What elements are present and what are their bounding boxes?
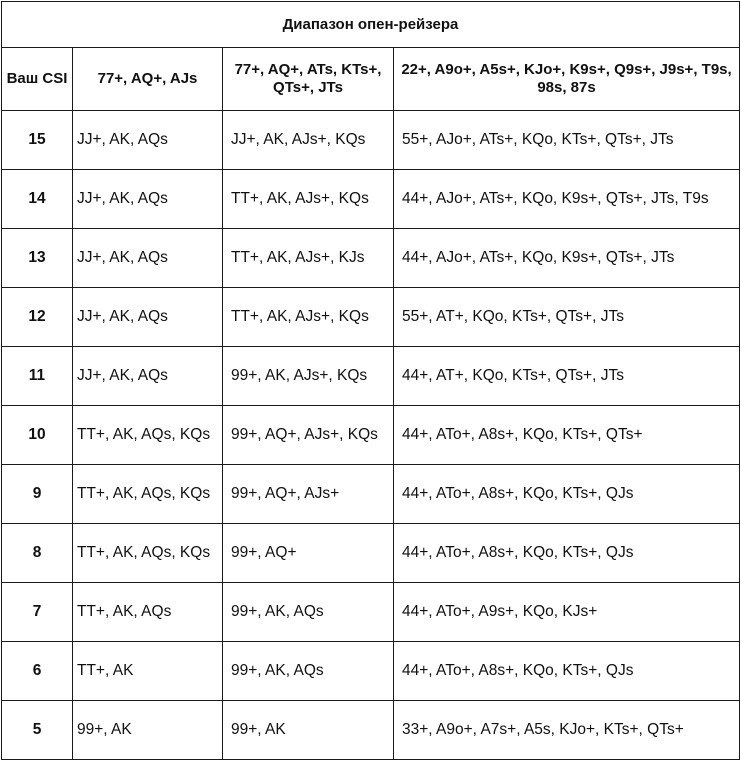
csi-value: 13 (2, 229, 73, 288)
header-range-3 (394, 48, 740, 111)
range-3-hands: 33+, A9o+, A7s+, A5s, KJo+, KTs+, QTs+ (394, 701, 740, 760)
range-3-hands: 44+, ATo+, A8s+, KQo, KTs+, QTs+ (394, 406, 740, 465)
table-row (2, 347, 740, 406)
csi-value: 6 (2, 642, 73, 701)
range-2-hands: 99+, AK, AJs+, KQs (223, 347, 394, 406)
header-range-2 (223, 48, 394, 111)
range-1-hands: TT+, AK, AQs, KQs (73, 406, 223, 465)
range-1-hands: JJ+, AK, AQs (73, 288, 223, 347)
range-3-hands: 44+, ATo+, A8s+, KQo, KTs+, QJs (394, 465, 740, 524)
title-row (2, 2, 740, 48)
table-row (2, 642, 740, 701)
header-row (2, 48, 740, 111)
range-2-hands: 99+, AK, AQs (223, 642, 394, 701)
table-row (2, 701, 740, 760)
range-3-hands: 44+, ATo+, A8s+, KQo, KTs+, QJs (394, 642, 740, 701)
range-1-hands: JJ+, AK, AQs (73, 347, 223, 406)
csi-value: 8 (2, 524, 73, 583)
csi-value: 12 (2, 288, 73, 347)
range-2-hands: TT+, AK, AJs+, KQs (223, 288, 394, 347)
range-3-hands: 44+, ATo+, A9s+, KQo, KJs+ (394, 583, 740, 642)
range-3-hands: 44+, AJo+, ATs+, KQo, K9s+, QTs+, JTs (394, 229, 740, 288)
table-row (2, 229, 740, 288)
table-row (2, 465, 740, 524)
range-1-hands: TT+, AK (73, 642, 223, 701)
open-raiser-range-table (1, 1, 740, 760)
csi-value: 9 (2, 465, 73, 524)
range-1-hands: 99+, AK (73, 701, 223, 760)
header-csi: Ваш CSI (2, 48, 73, 111)
table-title: Диапазон опен-рейзера (2, 2, 740, 48)
range-2-hands: TT+, AK, AJs+, KQs (223, 170, 394, 229)
range-3-hands: 55+, AJo+, ATs+, KQo, KTs+, QTs+, JTs (394, 111, 740, 170)
range-2-hands: TT+, AK, AJs+, KJs (223, 229, 394, 288)
range-1-hands: JJ+, AK, AQs (73, 170, 223, 229)
range-3-hands: 44+, AJo+, ATs+, KQo, K9s+, QTs+, JTs, T9s (394, 170, 740, 229)
range-2-hands: 99+, AK, AQs (223, 583, 394, 642)
range-1-hands: JJ+, AK, AQs (73, 229, 223, 288)
csi-value: 15 (2, 111, 73, 170)
range-3-hands: 44+, ATo+, A8s+, KQo, KTs+, QJs (394, 524, 740, 583)
range-2-hands: 99+, AQ+, AJs+, KQs (223, 406, 394, 465)
range-1-hands: TT+, AK, AQs (73, 583, 223, 642)
table-row (2, 288, 740, 347)
header-range-1: 77+, AQ+, AJs (73, 48, 223, 111)
table-row (2, 524, 740, 583)
range-2-hands: JJ+, AK, AJs+, KQs (223, 111, 394, 170)
table-row (2, 111, 740, 170)
range-1-hands: TT+, AK, AQs, KQs (73, 465, 223, 524)
csi-value: 11 (2, 347, 73, 406)
range-3-hands: 55+, AT+, KQo, KTs+, QTs+, JTs (394, 288, 740, 347)
table-row (2, 406, 740, 465)
range-3-hands: 44+, AT+, KQo, KTs+, QTs+, JTs (394, 347, 740, 406)
range-2-hands: 99+, AQ+, AJs+ (223, 465, 394, 524)
csi-value: 10 (2, 406, 73, 465)
table-row (2, 170, 740, 229)
header-range-2-text: 77+, AQ+, ATs, KTs+, QTs+, JTs (234, 61, 382, 96)
range-1-hands: TT+, AK, AQs, KQs (73, 524, 223, 583)
range-2-hands: 99+, AQ+ (223, 524, 394, 583)
csi-value: 7 (2, 583, 73, 642)
csi-value: 5 (2, 701, 73, 760)
table-row (2, 583, 740, 642)
header-range-3-text: 22+, A9o+, A5s+, KJo+, K9s+, Q9s+, J9s+, T9s, 98s, 87s (401, 61, 732, 96)
range-1-hands: JJ+, AK, AQs (73, 111, 223, 170)
csi-value: 14 (2, 170, 73, 229)
range-2-hands: 99+, AK (223, 701, 394, 760)
